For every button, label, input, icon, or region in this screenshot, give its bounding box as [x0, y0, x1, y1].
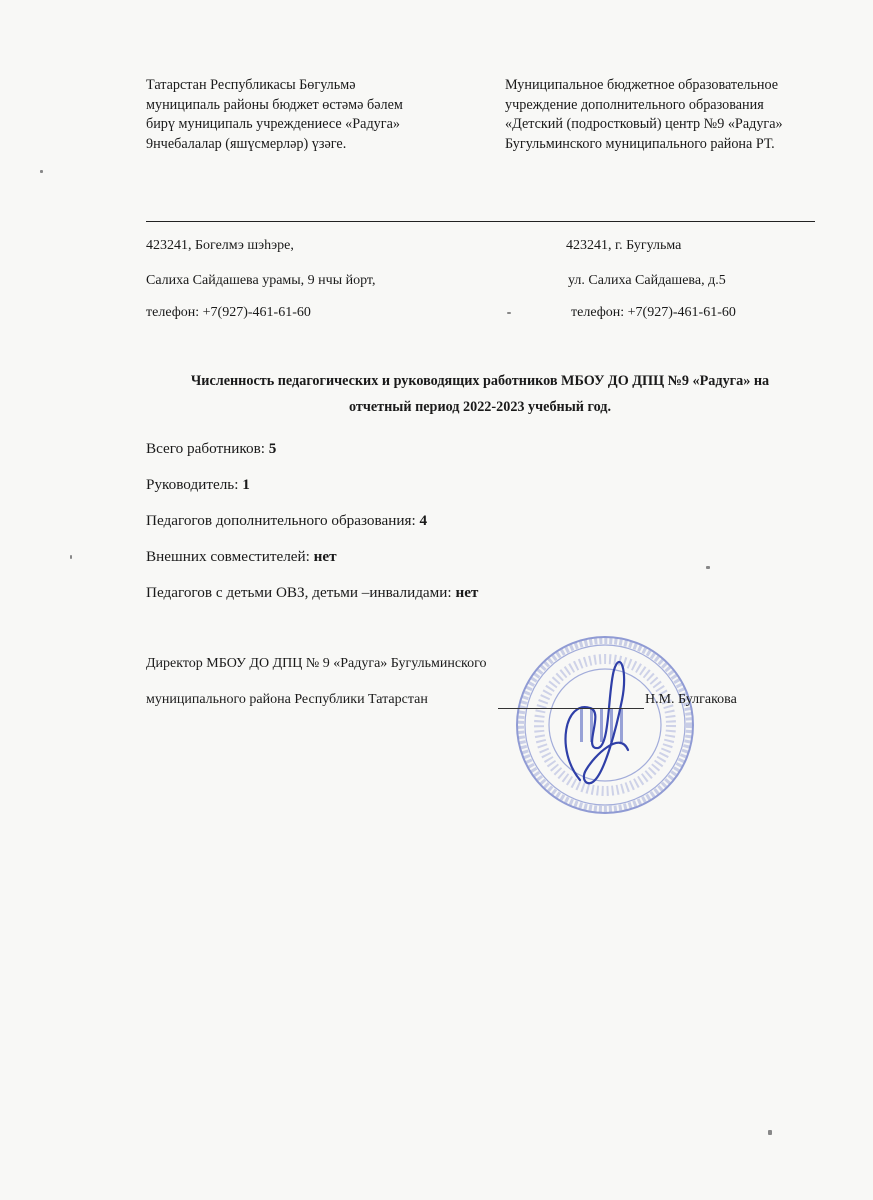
stat-label: Внешних совместителей: — [146, 548, 314, 565]
scan-speck — [70, 555, 72, 559]
stat-value: 5 — [268, 440, 277, 457]
scan-speck — [507, 312, 511, 314]
stat-special-needs-teachers — [146, 584, 478, 602]
header-left-line: Татарстан Республикасы Бөгульмә — [146, 77, 356, 93]
document-title — [130, 368, 830, 420]
stat-value: 1 — [242, 476, 250, 493]
stat-label: Педагогов с детьми ОВЗ, детьми –инвалидами: — [146, 584, 456, 601]
header-right-line: «Детский (подростковый) центр №9 «Радуга» — [505, 116, 783, 132]
header-right-russian — [505, 76, 835, 154]
header-right-line: Бугульминского муниципального района РТ. — [505, 135, 775, 152]
scan-speck — [706, 566, 710, 569]
address-left-phone: телефон: +7(927)-461-61-60 — [146, 305, 311, 320]
address-right-phone: телефон: +7(927)-461-61-60 — [571, 305, 736, 320]
signatory-name: Н.М. Булгакова — [645, 692, 737, 707]
header-right-line: учреждение дополнительного образования — [505, 96, 764, 113]
official-stamp — [510, 630, 700, 820]
header-divider — [146, 221, 815, 222]
signature-scribble — [566, 662, 628, 783]
scan-speck — [768, 1130, 772, 1135]
stat-value: 4 — [419, 512, 428, 529]
header-left-line: муниципаль районы бюджет өстәмә бәлем — [146, 96, 403, 113]
header-left-line: бирү муниципаль учреждениесе «Радуга» — [146, 116, 400, 132]
header-right-line: Муниципальное бюджетное образовательное — [505, 77, 779, 93]
title-line-2: отчетный период 2022-2023 учебный год. — [348, 399, 612, 415]
stat-value: нет — [313, 548, 337, 565]
address-right-street: ул. Салиха Сайдашева, д.5 — [568, 273, 726, 288]
header-left-line: 9нчебалалар (яшүсмерләр) үзәге. — [146, 135, 347, 152]
stat-external-part-timers — [146, 548, 337, 566]
address-left-postal: 423241, Богелмэ шэһэре, — [146, 238, 294, 253]
stat-total-workers — [146, 440, 276, 458]
signature-line-1: Директор МБОУ ДО ДПЦ № 9 «Радуга» Бугульминского — [146, 656, 487, 671]
signature-underline — [498, 708, 644, 709]
header-left-tatar — [146, 76, 456, 154]
stat-label: Всего работников: — [146, 440, 269, 457]
address-left-street: Салиха Сайдашева урамы, 9 нчы йорт, — [146, 273, 376, 288]
stat-label: Руководитель: — [146, 476, 243, 493]
stat-value: нет — [455, 584, 479, 601]
signature-line-2: муниципального района Республики Татарстан — [146, 692, 428, 707]
title-line-1: Численность педагогических и руководящих работников МБОУ ДО ДПЦ №9 «Радуга» на — [190, 373, 770, 389]
stat-label: Педагогов дополнительного образования: — [146, 512, 420, 529]
stat-head — [146, 476, 250, 494]
address-right-postal: 423241, г. Бугульма — [566, 238, 682, 253]
stat-teachers — [146, 512, 427, 530]
scan-speck — [40, 170, 43, 173]
